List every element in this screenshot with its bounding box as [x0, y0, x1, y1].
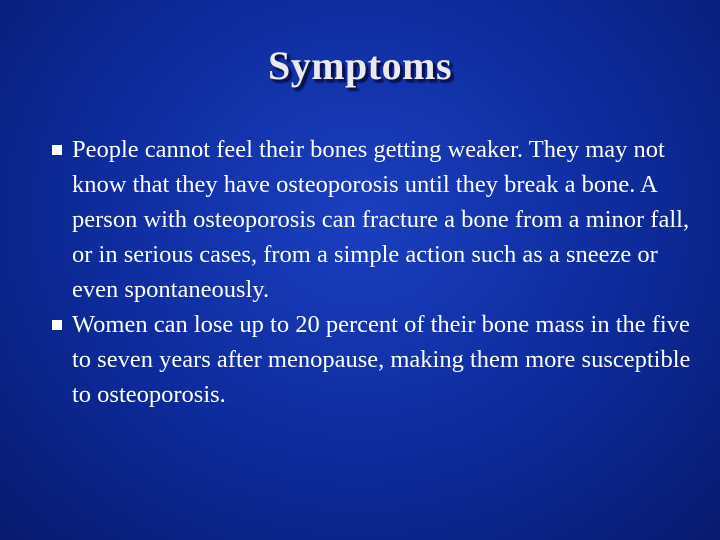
bullet-text-2: Women can lose up to 20 percent of their bone mass in the five to seven years after menopause, making them more susceptible to osteoporosis. — [72, 311, 691, 408]
bullet-list — [52, 132, 692, 412]
bullet-item-2 — [52, 307, 692, 412]
square-bullet-icon — [52, 145, 62, 155]
bullet-item-1 — [52, 132, 692, 307]
square-bullet-icon — [52, 320, 62, 330]
bullet-text-1: People cannot feel their bones getting weaker. They may not know that they have osteoporosis until they break a bone. A person with osteoporosis can fracture a bone from a minor fall, or in serious cases, from a simple action such as a sneeze or even spontaneously. — [72, 136, 690, 303]
slide-title: Symptoms — [267, 43, 453, 88]
